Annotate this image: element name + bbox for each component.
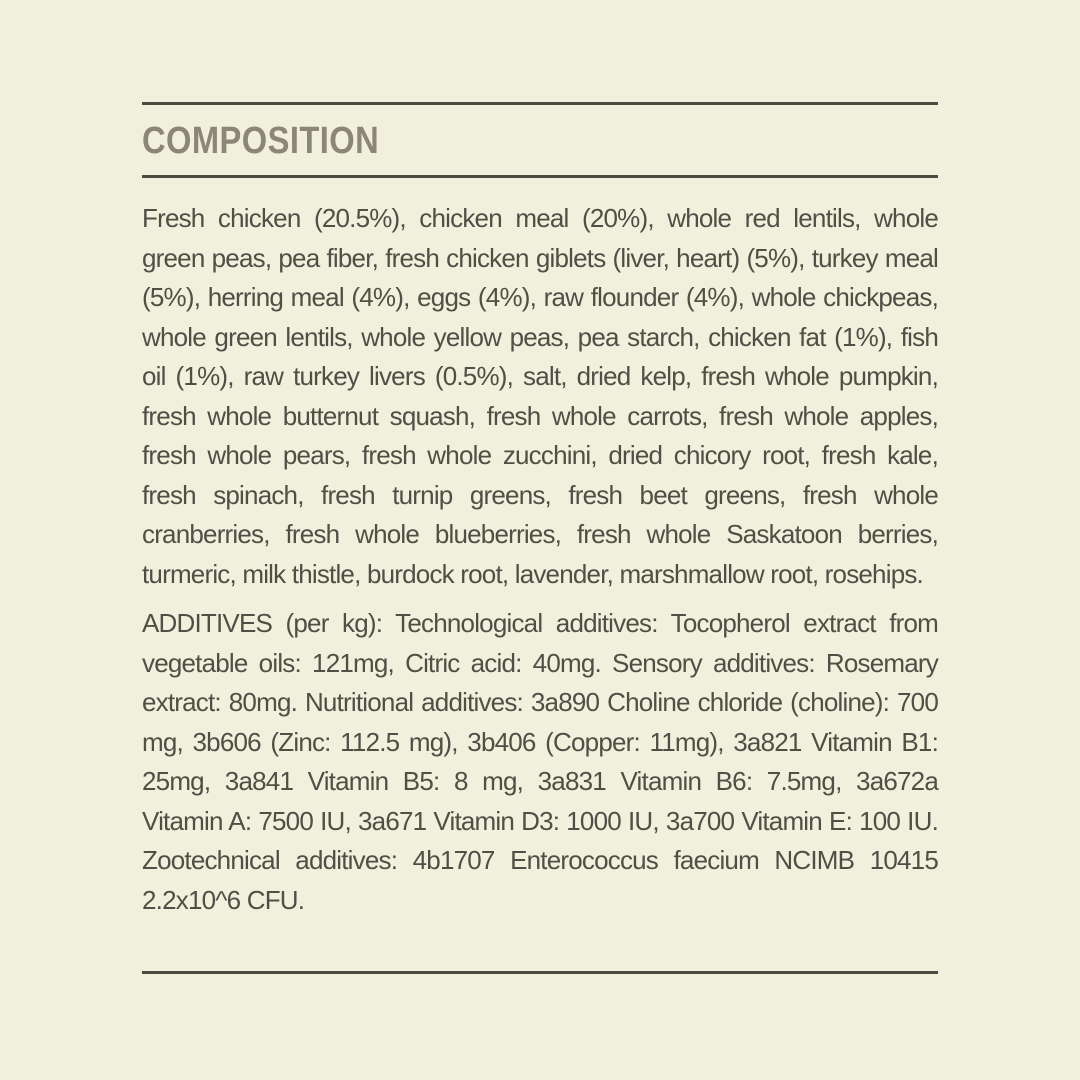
section-heading: COMPOSITION — [142, 120, 380, 162]
heading-divider-rule — [142, 175, 938, 178]
label-panel — [142, 0, 938, 920]
composition-paragraph: Fresh chicken (20.5%), chicken meal (20%), whole red lentils, whole green peas, pea fiber, fresh chicken giblets (liver, heart) (5%), turkey meal (5%), herring meal (4%), eggs (4%), raw flounder (4%), whole chickpeas, whole green lentils, whole yellow peas, pea starch, chicken fat (1%), fish oil (1%), raw turkey livers (0.5%), salt, dried kelp, fresh whole pumpkin, fresh whole butternut squash, fresh whole carrots, fresh whole apples, fresh whole pears, fresh whole zucchini, dried chicory root, fresh kale, fresh spinach, fresh turnip greens, fresh beet greens, fresh whole cranberries, fresh whole blueberries, fresh whole Saskatoon berries, turmeric, milk thistle, burdock root, lavender, marshmallow root, rosehips. — [142, 203, 938, 589]
additives-paragraph: ADDITIVES (per kg): Technological additives: Tocopherol extract from vegetable oils: 121mg, Citric acid: 40mg. Sensory additives: Rosemary extract: 80mg. Nutritional additives: 3a890 Choline chloride (choline): 700 mg, 3b606 (Zinc: 112.5 mg), 3b406 (Copper: 11mg), 3a821 Vitamin B1: 25mg, 3a841 Vitamin B5: 8 mg, 3a831 Vitamin B6: 7.5mg, 3a672a Vitamin A: 7500 IU, 3a671 Vitamin D3: 1000 IU, 3a700 Vitamin E: 100 IU. Zootechnical additives: 4b1707 Enterococcus faecium NCIMB 10415 2.2x10^6 CFU. — [142, 608, 938, 915]
bottom-rule — [142, 971, 938, 974]
top-rule — [142, 102, 938, 105]
